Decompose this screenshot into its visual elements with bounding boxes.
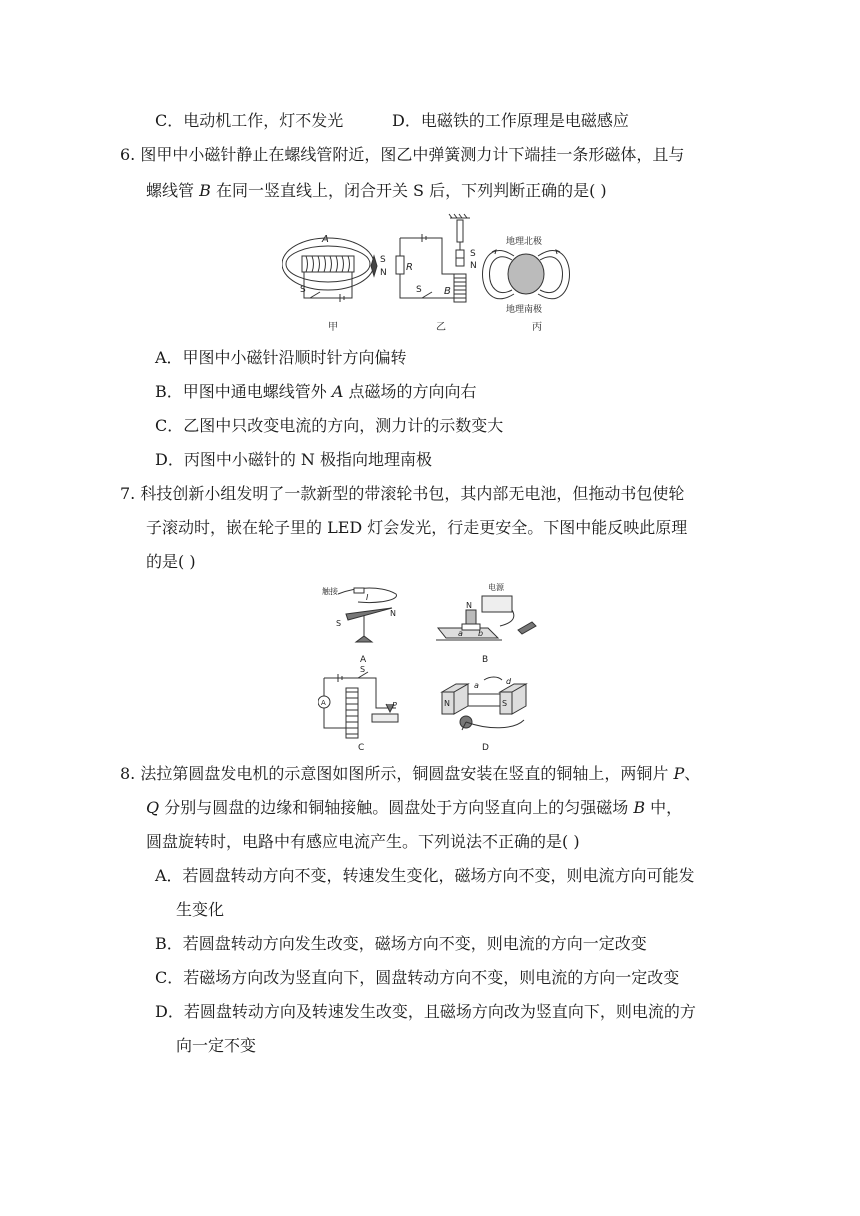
q6-fig-label-N1: N — [380, 268, 387, 278]
q8-stem-line1: 8. 法拉第圆盘发电机的示意图如图所示，铜圆盘安装在竖直的铜轴上，两铜片 P、 — [120, 764, 701, 783]
q7-fig-c-ammeter: A — [321, 699, 326, 707]
q6-option-d: D．丙图中小磁针的 N 极指向地理南极 — [155, 450, 433, 469]
q6-stem-line1: 6. 图甲中小磁针静止在螺线管附近，图乙中弹簧测力计下端挂一条形磁体，且与 — [120, 145, 685, 164]
q6-stem-line2: 螺线管 B 在同一竖直线上，闭合开关 S 后，下列判断正确的是( ) — [146, 181, 607, 200]
q7-fig-d-S: S — [502, 699, 508, 708]
q7-figure-c — [318, 672, 398, 738]
q7-fig-b-b: b — [478, 629, 484, 638]
q7-figure-d — [442, 677, 526, 730]
q8-stem-line3: 圆盘旋转时，电路中有感应电流产生。下列说法不正确的是( ) — [146, 832, 580, 851]
q7-fig-a-touch: 触接 — [322, 587, 338, 596]
q6-fig-label-B: B — [444, 286, 451, 297]
q8-option-d-line2: 向一定不变 — [176, 1036, 257, 1055]
q6-fig-label-S-switch2: S — [416, 285, 422, 295]
q7-fig-d-d: d — [506, 677, 512, 686]
q8-option-b: B．若圆盘转动方向发生改变，磁场方向不变，则电流的方向一定改变 — [155, 934, 647, 953]
q6-fig-label-geo-south: 地理南极 — [506, 305, 543, 315]
q7-fig-b-a: a — [458, 629, 463, 638]
q6-fig-label-yi: 乙 — [436, 322, 446, 333]
q7-fig-d-N: N — [444, 699, 450, 708]
q6-figure-jia — [282, 238, 377, 302]
q6-fig-label-geo-north: 地理北极 — [506, 237, 543, 247]
q6-figure-yi — [396, 214, 470, 302]
q6-fig-label-jia: 甲 — [328, 322, 338, 333]
q6-fig-label-S2: S — [470, 249, 476, 259]
q7-fig-b-power: 电源 — [488, 583, 504, 592]
q7-stem-line2: 子滚动时，嵌在轮子里的 LED 灯会发光，行走更安全。下图中能反映此原理 — [146, 518, 688, 537]
q7-fig-label-b: B — [482, 655, 489, 665]
q6-fig-label-bing: 丙 — [532, 322, 542, 333]
q5-option-d: D．电磁铁的工作原理是电磁感应 — [392, 111, 629, 130]
q7-fig-a-N: N — [390, 609, 396, 618]
q7-stem-line1: 7. 科技创新小组发明了一款新型的带滚轮书包，其内部无电池，但拖动书包使轮 — [120, 484, 685, 503]
q6-option-b: B．甲图中通电螺线管外 A 点磁场的方向向右 — [155, 382, 477, 401]
q7-figure-b — [436, 596, 536, 640]
q6-fig-label-S1: S — [380, 255, 386, 265]
q6-fig-label-A: A — [322, 234, 329, 245]
q7-fig-label-d: D — [482, 743, 489, 753]
q7-fig-b-N: N — [466, 601, 472, 610]
q6-option-a: A．甲图中小磁针沿顺时针方向偏转 — [155, 348, 407, 367]
q8-option-d-line1: D．若圆盘转动方向及转速发生改变，且磁场方向改为竖直向下，则电流的方 — [155, 1002, 696, 1021]
q7-stem-line3: 的是( ) — [146, 552, 196, 571]
q7-fig-label-c: C — [358, 743, 365, 753]
q5-option-c: C．电动机工作，灯不发光 — [155, 111, 344, 130]
q6-figure — [282, 212, 578, 334]
q6-option-c: C．乙图中只改变电流的方向，测力计的示数变大 — [155, 416, 504, 435]
q7-fig-label-a: A — [360, 655, 367, 665]
q7-fig-c-P: P — [392, 701, 397, 710]
q7-fig-a-I: I — [366, 593, 369, 602]
q6-fig-label-N2: N — [470, 261, 477, 271]
q6-fig-label-S-switch1: S — [300, 285, 306, 295]
q8-stem-line2: Q 分别与圆盘的边缘和铜轴接触。圆盘处于方向竖直向上的匀强磁场 B 中， — [146, 798, 683, 817]
q8-option-a-line1: A．若圆盘转动方向不变，转速发生变化，磁场方向不变，则电流方向可能发 — [155, 866, 695, 885]
q7-fig-c-S: S — [360, 665, 366, 674]
q8-option-c: C．若磁场方向改为竖直向下，圆盘转动方向不变，则电流的方向一定改变 — [155, 968, 680, 987]
q7-fig-d-a: a — [474, 681, 479, 690]
q7-figure — [318, 580, 540, 754]
q6-figure-bing — [483, 250, 570, 299]
q6-fig-label-R: R — [406, 262, 413, 273]
q8-option-a-line2: 生变化 — [176, 900, 225, 919]
q7-fig-a-S: S — [336, 619, 342, 628]
